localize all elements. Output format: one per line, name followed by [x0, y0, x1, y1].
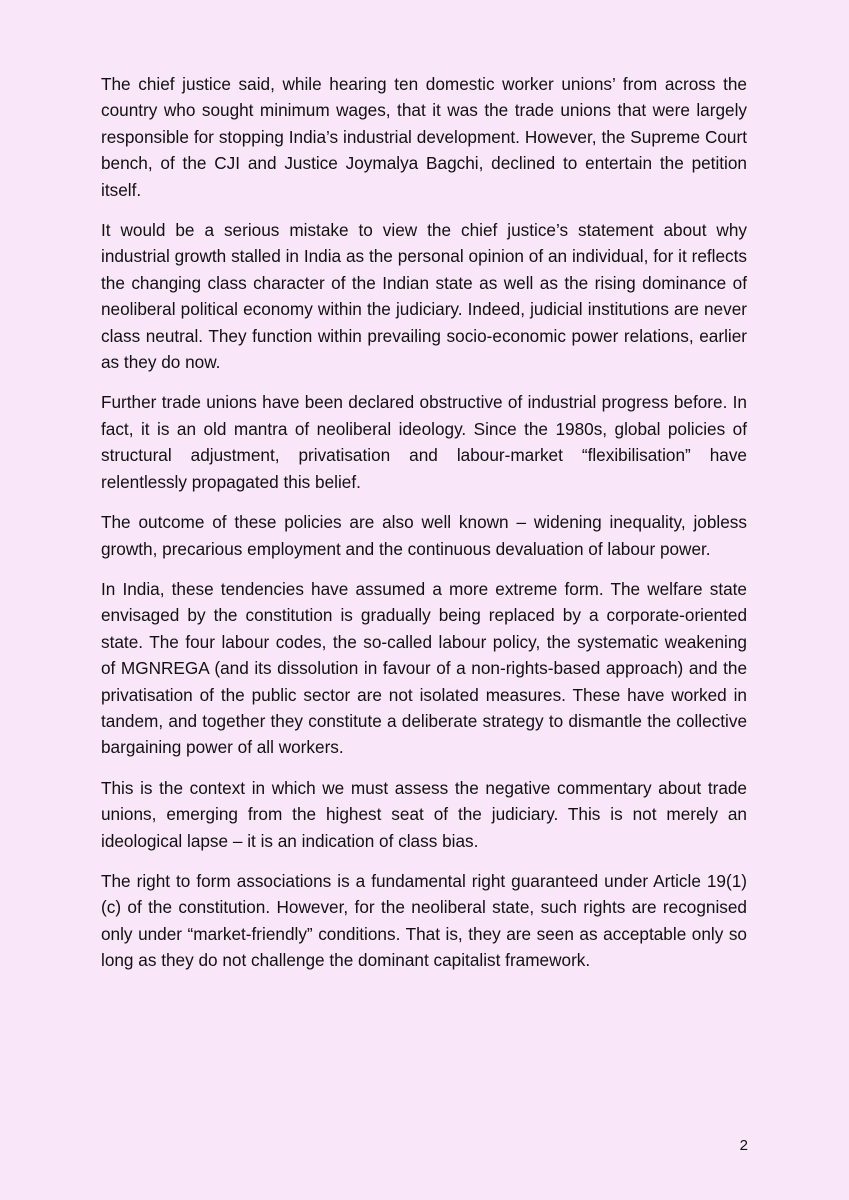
paragraph-2: It would be a serious mistake to view the chief justice’s statement about why industrial growth stalled in India as the personal opinion of an individual, for it reflects the changing class character of the Indian state as well as the rising dominance of neoliberal political economy within the judiciary. Indeed, judicial institutions are never class neutral. They function within prevailing socio-economic power relations, earlier as they do now. [101, 220, 747, 373]
paragraph-3: Further trade unions have been declared obstructive of industrial progress before. In fact, it is an old mantra of neoliberal ideology. Since the 1980s, global policies of structural adjustment, privatisation and labour-market “flexibilisation” have relentlessly propagated this belief. [101, 392, 747, 492]
paragraph-4: The outcome of these policies are also well known – widening inequality, jobless growth, precarious employment and the continuous devaluation of labour power. [101, 512, 747, 559]
document-body [101, 71, 747, 988]
paragraph-7: The right to form associations is a fundamental right guaranteed under Article 19(1)(c) of the constitution. However, for the neoliberal state, such rights are recognised only under “market-friendly” conditions. That is, they are seen as acceptable only so long as they do not challenge the dominant capitalist framework. [101, 870, 747, 971]
paragraph-6: This is the context in which we must assess the negative commentary about trade unions, emerging from the highest seat of the judiciary. This is not merely an ideological lapse – it is an indication of class bias. [101, 777, 747, 851]
paragraph-5: In India, these tendencies have assumed a more extreme form. The welfare state envisaged by the constitution is gradually being replaced by a corporate-oriented state. The four labour codes, the so-called labour policy, the systematic weakening of MGNREGA (and its dissolution in favour of a non-rights-based approach) and the privatisation of the public sector are not isolated measures. These have worked in tandem, and together they constitute a deliberate strategy to dismantle the collective bargaining power of all workers. [101, 578, 747, 758]
page-number: 2 [739, 1137, 748, 1154]
paragraph-1: The chief justice said, while hearing ten domestic worker unions’ from across the country who sought minimum wages, that it was the trade unions that were largely responsible for stopping India’s industrial development. However, the Supreme Court bench, of the CJI and Justice Joymalya Bagchi, declined to entertain the petition itself. [101, 74, 747, 200]
